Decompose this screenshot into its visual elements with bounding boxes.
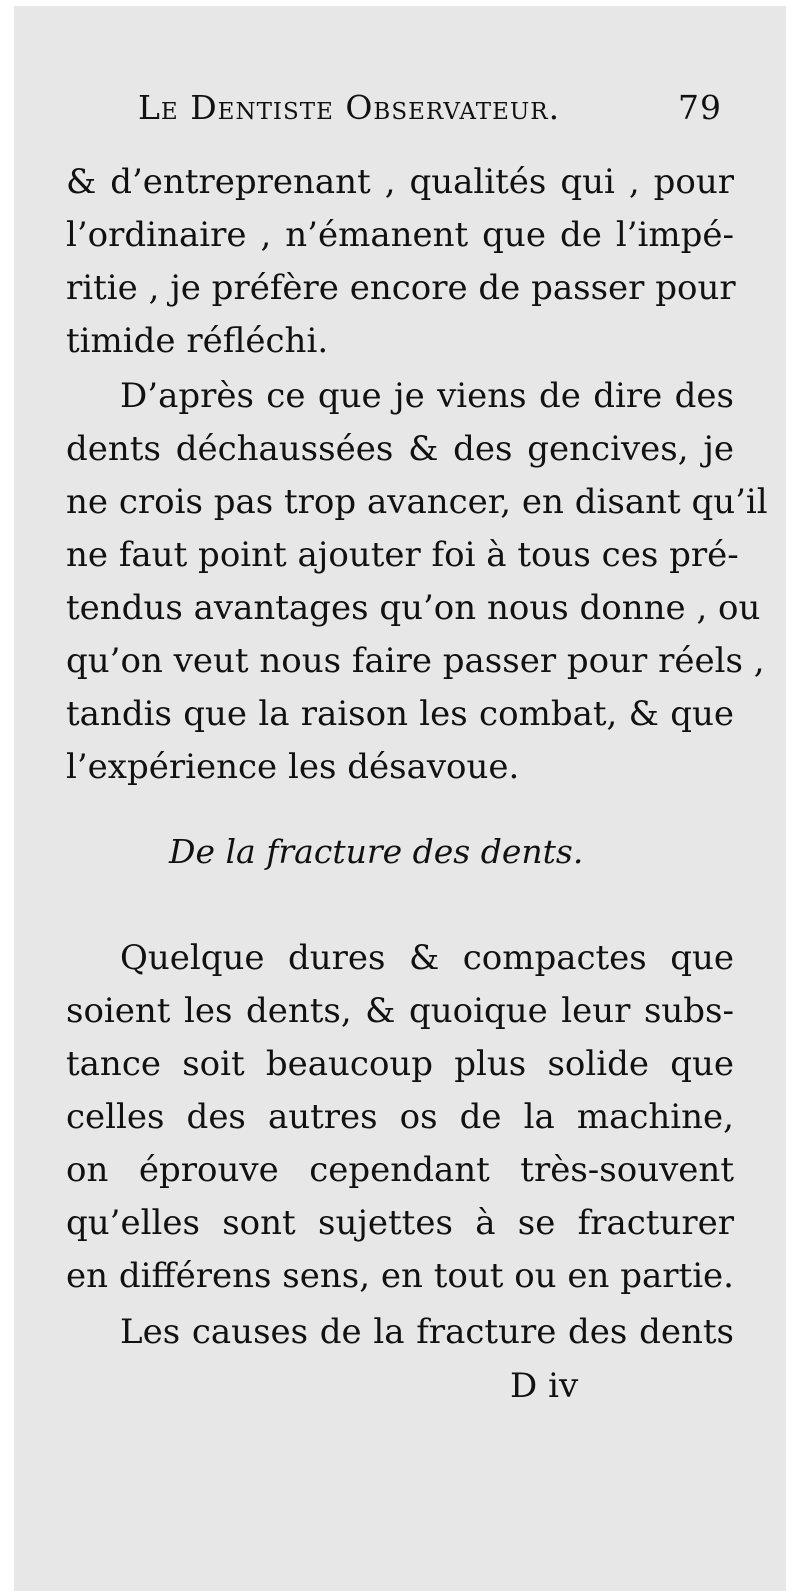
- book-page: [14, 6, 786, 1591]
- text-line: dents déchaussées & des gencives, je: [66, 429, 734, 469]
- text-line: ritie , je préfère encore de passer pour: [66, 268, 736, 308]
- text-line: qu’on veut nous faire passer pour réels ,: [66, 641, 765, 681]
- text-line: tendus avantages qu’on nous donne , ou: [66, 588, 761, 628]
- text-line: ne crois pas trop avancer, en disant qu’il: [66, 482, 768, 522]
- page-header: [138, 88, 758, 140]
- running-title: Le Dentiste Observateur.: [138, 88, 561, 127]
- paragraph-2: [66, 370, 768, 794]
- text-line: l’ordinaire , n’émanent que de l’impé-: [66, 215, 734, 255]
- text-line: on éprouve cependant très-souvent: [66, 1150, 734, 1190]
- paragraph-1: [66, 156, 734, 368]
- text-line: qu’elles sont sujettes à se fracturer: [66, 1203, 734, 1243]
- paragraph-4: [66, 1306, 734, 1359]
- text-line: Les causes de la fracture des dents: [120, 1312, 734, 1352]
- text-line: timide réfléchi.: [66, 321, 329, 361]
- paragraph-3: [66, 932, 734, 1303]
- text-line: & d’entreprenant , qualités qui , pour: [66, 162, 734, 202]
- text-line: soient les dents, & quoique leur subs-: [66, 991, 734, 1031]
- text-line: tance soit beaucoup plus solide que: [66, 1044, 734, 1084]
- text-line: D’après ce que je viens de dire des: [120, 376, 734, 416]
- text-line: l’expérience les désavoue.: [66, 747, 520, 787]
- signature-mark: D iv: [510, 1366, 579, 1406]
- text-line: en différens sens, en tout ou en partie.: [66, 1256, 734, 1296]
- text-line: ne faut point ajouter foi à tous ces pré-: [66, 535, 739, 575]
- text-line: Quelque dures & compactes que: [120, 938, 734, 978]
- text-line: tandis que la raison les combat, & que: [66, 694, 734, 734]
- section-heading: De la fracture des dents.: [169, 832, 584, 871]
- page-number: 79: [678, 88, 722, 127]
- text-line: celles des autres os de la machine,: [66, 1097, 734, 1137]
